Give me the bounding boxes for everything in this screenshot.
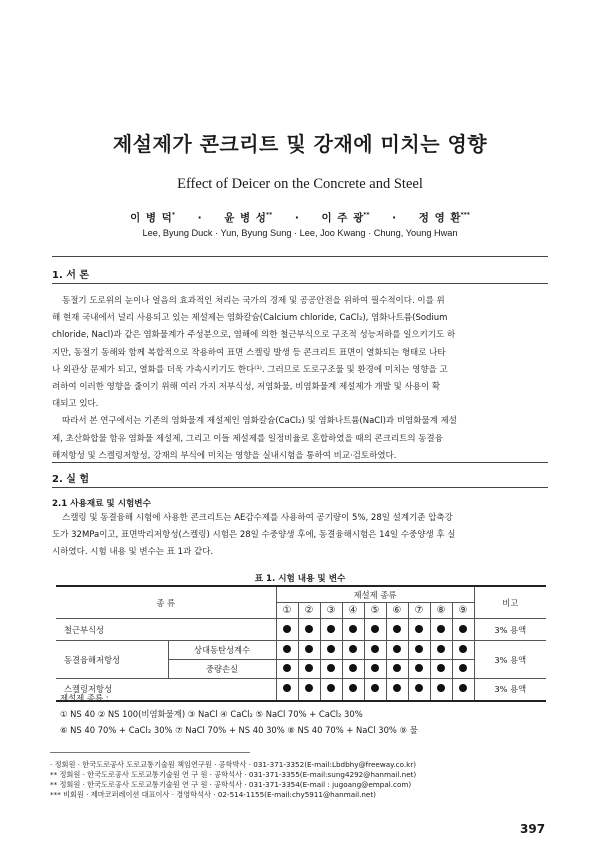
text-line: 지만, 동절기 동해와 함께 복합적으로 작용하여 표면 스켈링 발생 등 콘크리트 표면이 열화되는 형태로 나타 bbox=[52, 347, 446, 358]
row-label: 철근부식성 bbox=[56, 619, 276, 641]
filled-circle-icon bbox=[371, 664, 379, 672]
filled-circle-icon bbox=[349, 645, 357, 653]
table-header-note: 비고 bbox=[474, 586, 546, 619]
cell bbox=[430, 641, 452, 660]
table-row bbox=[56, 619, 546, 641]
filled-circle-icon bbox=[393, 664, 401, 672]
author-footnotes bbox=[50, 760, 416, 800]
text-line: 시하였다. 시험 내용 및 변수는 표 1과 같다. bbox=[52, 547, 214, 558]
author-3: 이 주 광 bbox=[321, 212, 364, 224]
cell bbox=[342, 679, 364, 701]
author-2: 윤 병 성 bbox=[224, 212, 266, 224]
filled-circle-icon bbox=[327, 645, 335, 653]
text-line: 따라서 본 연구에서는 기존의 염화물계 제설제인 염화칼슘(CaCl₂) 및 염화나트륨(NaCl)과 비염화물계 제설 bbox=[62, 416, 458, 427]
text-line: 스캘링 및 동결융해 시험에 사용한 콘크리트는 AE감수제를 사용하여 공기량이 5%, 28일 설계기준 압축강 bbox=[62, 513, 453, 523]
author-3-mark: ** bbox=[363, 211, 370, 219]
filled-circle-icon bbox=[459, 684, 467, 692]
filled-circle-icon bbox=[349, 664, 357, 672]
author-separator: · bbox=[197, 212, 202, 224]
table-row bbox=[56, 679, 546, 701]
author-separator: · bbox=[392, 212, 397, 224]
cell bbox=[342, 619, 364, 641]
filled-circle-icon bbox=[327, 625, 335, 633]
cell bbox=[386, 619, 408, 641]
divider bbox=[52, 462, 548, 463]
filled-circle-icon bbox=[349, 625, 357, 633]
table-row bbox=[56, 641, 546, 660]
cell bbox=[386, 641, 408, 660]
cell bbox=[320, 641, 342, 660]
filled-circle-icon bbox=[305, 645, 313, 653]
footnote-divider bbox=[50, 752, 250, 753]
deicer-number: ⑦ bbox=[408, 603, 430, 619]
cell bbox=[364, 619, 386, 641]
filled-circle-icon bbox=[393, 645, 401, 653]
deicer-number: ⑧ bbox=[430, 603, 452, 619]
cell bbox=[342, 660, 364, 679]
cell bbox=[408, 619, 430, 641]
filled-circle-icon bbox=[371, 645, 379, 653]
table-legend-line: ⑥ NS 40 70% + CaCl₂ 30% ⑦ NaCl 70% + NS 40 30% ⑧ NS 40 70% + NaCl 30% ⑨ 물 bbox=[60, 725, 418, 735]
deicer-number: ⑨ bbox=[452, 603, 474, 619]
row-note: 3% 용액 bbox=[474, 679, 546, 701]
text-line: 해저항성 및 스켈링저항성, 강재의 부식에 미치는 영향을 실내시험을 통하여 비교·검토하였다. bbox=[52, 450, 397, 461]
title-english: Effect of Deicer on the Concrete and Steel bbox=[177, 176, 423, 192]
cell bbox=[364, 641, 386, 660]
authors-korean bbox=[0, 210, 600, 225]
deicer-number: ③ bbox=[320, 603, 342, 619]
filled-circle-icon bbox=[437, 645, 445, 653]
filled-circle-icon bbox=[437, 625, 445, 633]
cell bbox=[298, 660, 320, 679]
text-line: 나 외관상 문제가 되고, 열화를 더욱 가속시키기도 한다⁽¹⁾. 그러므로 도로구조물 및 환경에 미치는 영향을 고 bbox=[52, 364, 448, 375]
cell bbox=[430, 660, 452, 679]
filled-circle-icon bbox=[371, 684, 379, 692]
cell bbox=[452, 679, 474, 701]
author-4: 정 영 환 bbox=[418, 212, 461, 224]
cell bbox=[452, 619, 474, 641]
author-separator: · bbox=[294, 212, 299, 224]
footnote: *** 비회원 · 제마코퍼레이션 대표이사 · 경영학석사 · 02-514-1155(E-mail:chy5911@hanmail.net) bbox=[50, 790, 376, 799]
cell bbox=[342, 641, 364, 660]
deicer-number: ⑥ bbox=[386, 603, 408, 619]
filled-circle-icon bbox=[415, 645, 423, 653]
filled-circle-icon bbox=[305, 625, 313, 633]
author-2-mark: ** bbox=[265, 211, 273, 219]
row-label: 스켈링저항성 bbox=[56, 679, 276, 701]
cell bbox=[298, 641, 320, 660]
cell bbox=[408, 679, 430, 701]
divider bbox=[52, 283, 548, 284]
table-header-row bbox=[56, 586, 546, 603]
filled-circle-icon bbox=[327, 664, 335, 672]
filled-circle-icon bbox=[415, 684, 423, 692]
cell bbox=[276, 619, 298, 641]
text-line: chloride, Nacl)과 같은 염화물계가 주성분으로, 염해에 의한 철근부식으로 구조적 성능저하를 일으키기도 하 bbox=[52, 330, 456, 341]
text-line: 대되고 있다. bbox=[52, 399, 99, 410]
filled-circle-icon bbox=[283, 664, 291, 672]
filled-circle-icon bbox=[459, 645, 467, 653]
table-legend-title: 제설제 종류 : bbox=[60, 693, 109, 703]
section-1-body bbox=[52, 293, 548, 465]
table-legend-line: ① NS 40 ② NS 100(비염화물계) ③ NaCl ④ CaCl₂ ⑤ NaCl 70% + CaCl₂ 30% bbox=[60, 709, 363, 719]
cell bbox=[386, 679, 408, 701]
footnote: · 정회원 · 한국도로공사 도로교통기술원 책임연구원 · 공학박사 · 031-371-3352(E-mail:Lbdbhy@freeway.co.kr) bbox=[50, 760, 417, 769]
experiment-table bbox=[56, 585, 546, 702]
deicer-number: ⑤ bbox=[364, 603, 386, 619]
text-line: 제, 초산화합물 함유 염화물 제설제, 그리고 이들 제설제를 일정비율로 혼합하였을 때의 콘크리트의 동결융 bbox=[52, 433, 443, 444]
text-line: 동절기 도로위의 눈이나 얼음의 효과적인 처리는 국가의 경제 및 공공안전을 위하여 필수적이다. 이를 위 bbox=[62, 296, 445, 306]
filled-circle-icon bbox=[305, 664, 313, 672]
filled-circle-icon bbox=[437, 664, 445, 672]
page-number: 397 bbox=[520, 822, 546, 836]
section-heading-introduction: 1. 서 론 bbox=[52, 270, 90, 281]
cell bbox=[320, 660, 342, 679]
cell bbox=[298, 619, 320, 641]
row-note: 3% 용액 bbox=[474, 619, 546, 641]
row-note: 3% 용액 bbox=[474, 641, 546, 679]
deicer-number: ② bbox=[298, 603, 320, 619]
cell bbox=[386, 660, 408, 679]
section-2-body bbox=[52, 510, 548, 562]
deicer-number: ① bbox=[276, 603, 298, 619]
row-sublabel: 중량손실 bbox=[168, 660, 276, 679]
filled-circle-icon bbox=[415, 664, 423, 672]
filled-circle-icon bbox=[305, 684, 313, 692]
divider bbox=[52, 487, 548, 488]
text-line: 해 현재 국내에서 널리 사용되고 있는 제설제는 염화칼슘(Calcium chloride, CaCl₂), 염화나트륨(Sodium bbox=[52, 313, 448, 324]
author-1-mark: * bbox=[171, 211, 175, 219]
cell bbox=[320, 619, 342, 641]
cell bbox=[364, 679, 386, 701]
filled-circle-icon bbox=[327, 684, 335, 692]
cell bbox=[364, 660, 386, 679]
table-caption: 표 1. 시험 내용 및 변수 bbox=[254, 574, 346, 584]
subsection-heading: 2.1 사용재료 및 시험변수 bbox=[52, 499, 151, 509]
footnote: ** 정회원 · 한국도로공사 도로교통기술원 연 구 원 · 공학석사 · 031-371-3355(E-mail:sung4292@hanmail.net) bbox=[50, 770, 417, 779]
divider bbox=[52, 256, 548, 257]
row-label: 동결융해저항성 bbox=[56, 641, 168, 679]
filled-circle-icon bbox=[283, 625, 291, 633]
cell bbox=[408, 660, 430, 679]
cell bbox=[276, 679, 298, 701]
filled-circle-icon bbox=[393, 625, 401, 633]
cell bbox=[320, 679, 342, 701]
deicer-number: ④ bbox=[342, 603, 364, 619]
cell bbox=[276, 641, 298, 660]
table-header-kind: 종 류 bbox=[56, 586, 276, 619]
section-heading-experiment: 2. 실 험 bbox=[52, 474, 90, 485]
authors-english: Lee, Byung Duck · Yun, Byung Sung · Lee, Joo Kwang · Chung, Young Hwan bbox=[142, 228, 458, 238]
cell bbox=[298, 679, 320, 701]
filled-circle-icon bbox=[437, 684, 445, 692]
author-1: 이 병 덕 bbox=[130, 212, 172, 224]
filled-circle-icon bbox=[371, 625, 379, 633]
footnote: ** 정회원 · 한국도로공사 도로교통기술원 연 구 원 · 공학석사 · 031-371-3354(E-mail : jugoang@empal.com) bbox=[50, 780, 412, 789]
cell bbox=[452, 641, 474, 660]
row-sublabel: 상대동탄성계수 bbox=[168, 641, 276, 660]
filled-circle-icon bbox=[283, 645, 291, 653]
filled-circle-icon bbox=[349, 684, 357, 692]
table-header-deicer: 제설제 종류 bbox=[276, 586, 474, 603]
title-korean: 제설제가 콘크리트 및 강재에 미치는 영향 bbox=[112, 132, 488, 156]
author-4-mark: *** bbox=[460, 211, 470, 219]
cell bbox=[276, 660, 298, 679]
filled-circle-icon bbox=[393, 684, 401, 692]
filled-circle-icon bbox=[459, 664, 467, 672]
cell bbox=[408, 641, 430, 660]
cell bbox=[430, 619, 452, 641]
cell bbox=[430, 679, 452, 701]
text-line: 려하여 이러한 영향을 줄이기 위해 여러 가지 저부식성, 저염화물, 비염화물계 제설제가 개발 및 사용이 확 bbox=[52, 382, 441, 393]
filled-circle-icon bbox=[283, 684, 291, 692]
text-line: 도가 32MPa이고, 표면박리저항성(스켈링) 시험은 28일 수중양생 후에, 동결융해시험은 14일 수중양생 후 실 bbox=[52, 530, 456, 541]
filled-circle-icon bbox=[459, 625, 467, 633]
cell bbox=[452, 660, 474, 679]
filled-circle-icon bbox=[415, 625, 423, 633]
